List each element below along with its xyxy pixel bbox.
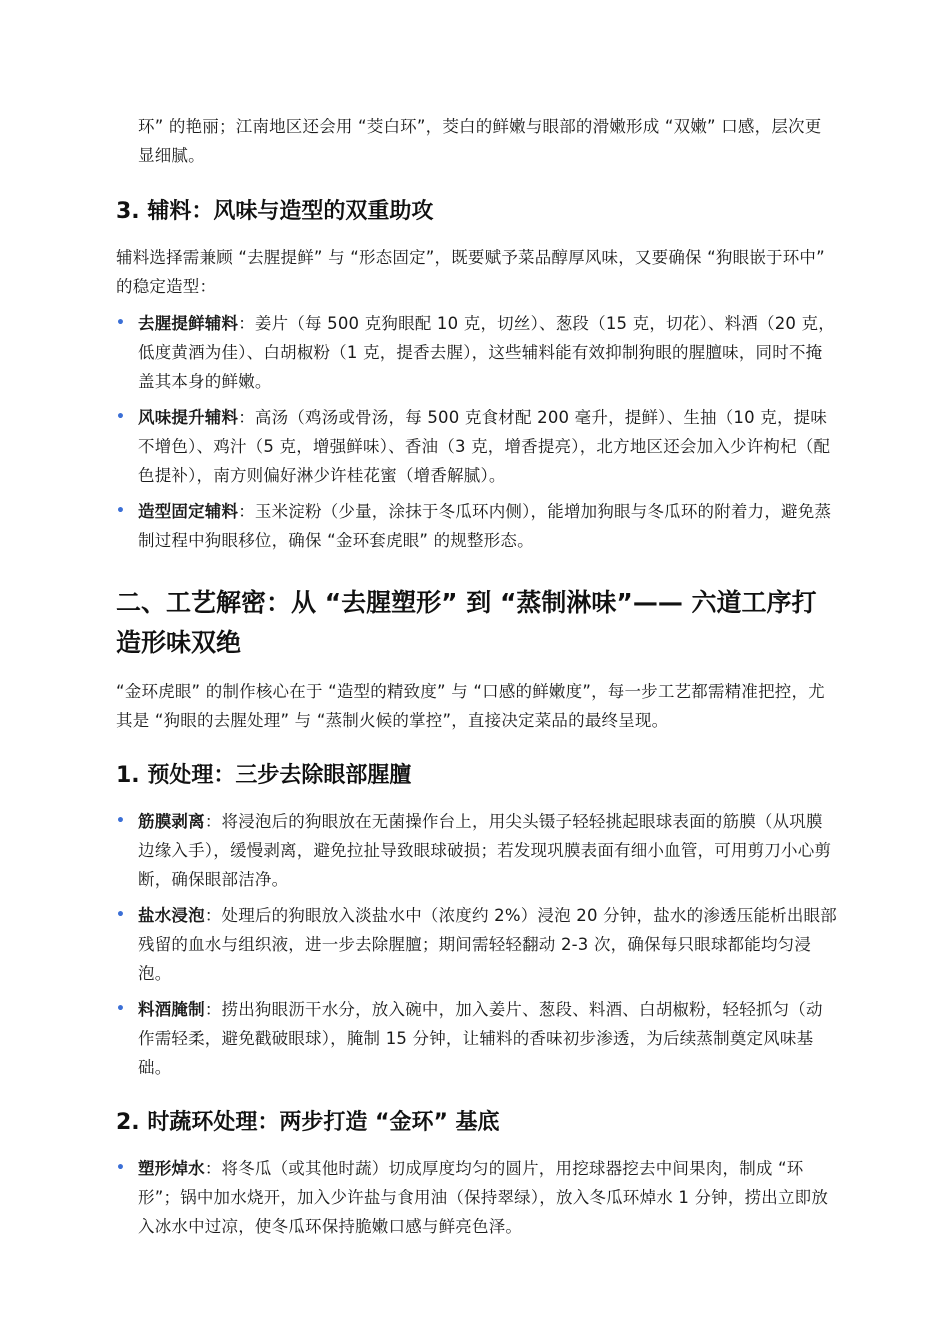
list-item (116, 995, 838, 1082)
document-content (116, 112, 838, 1241)
bullet-icon: • (116, 1001, 126, 1017)
list-item (116, 497, 838, 555)
section-heading-s2: 2. 时蔬环处理：两步打造 “金环” 基底 (116, 1110, 500, 1135)
item-lead: 风味提升辅料 (138, 408, 239, 427)
list-s1 (116, 807, 838, 1082)
continued-paragraph: 环” 的艳丽；江南地区还会用 “茭白环”，茭白的鲜嫩与眼部的滑嫩形成 “双嫩” 口感，层次更显细腻。 (138, 117, 822, 165)
list-item (116, 807, 838, 894)
bullet-icon: • (116, 1160, 126, 1176)
list-item (116, 1154, 838, 1241)
item-text: ：姜片（每 500 克狗眼配 10 克，切丝）、葱段（15 克，切花）、料酒（20 克，低度黄酒为佳）、白胡椒粉（1 克，提香去腥），这些辅料能有效抑制狗眼的腥膻味，同时不掩盖其本身的鲜嫩。 (138, 314, 835, 391)
item-lead: 盐水浸泡 (138, 906, 205, 925)
bullet-icon: • (116, 409, 126, 425)
item-text: ：将浸泡后的狗眼放在无菌操作台上，用尖头镊子轻轻挑起眼球表面的筋膜（从巩膜边缘入手），缓慢剥离，避免拉扯导致眼球破损；若发现巩膜表面有细小血管，可用剪刀小心剪断，确保眼部洁净。 (138, 812, 832, 889)
paragraph-s3-intro: 辅料选择需兼顾 “去腥提鲜” 与 “形态固定”，既要赋予菜品醇厚风味，又要确保 “狗眼嵌于环中” 的稳定造型： (116, 248, 825, 296)
item-text: ：玉米淀粉（少量，涂抹于冬瓜环内侧），能增加狗眼与冬瓜环的附着力，避免蒸制过程中狗眼移位，确保 “金环套虎眼” 的规整形态。 (138, 502, 832, 550)
item-lead: 造型固定辅料 (138, 502, 239, 521)
item-text: ：处理后的狗眼放入淡盐水中（浓度约 2%）浸泡 20 分钟，盐水的渗透压能析出眼部残留的血水与组织液，进一步去除腥膻；期间需轻轻翻动 2-3 次，确保每只眼球都能均匀浸泡。 (138, 906, 837, 983)
list-item (116, 901, 838, 988)
item-lead: 料酒腌制 (138, 1000, 205, 1019)
bullet-icon: • (116, 813, 126, 829)
list-item (116, 403, 838, 490)
section-heading-s3: 3. 辅料：风味与造型的双重助攻 (116, 199, 434, 224)
list-s2 (116, 1154, 838, 1241)
item-text: ：捞出狗眼沥干水分，放入碗中，加入姜片、葱段、料酒、白胡椒粉，轻轻抓匀（动作需轻柔，避免戳破眼球），腌制 15 分钟，让辅料的香味初步渗透，为后续蒸制奠定风味基础。 (138, 1000, 823, 1077)
list-s3 (116, 309, 838, 555)
paragraph-part2-intro: “金环虎眼” 的制作核心在于 “造型的精致度” 与 “口感的鲜嫩度”，每一步工艺都需精准把控，尤其是 “狗眼的去腥处理” 与 “蒸制火候的掌控”，直接决定菜品的最终呈现。 (116, 682, 825, 730)
item-lead: 筋膜剥离 (138, 812, 205, 831)
item-lead: 去腥提鲜辅料 (138, 314, 239, 333)
list-item (116, 309, 838, 396)
bullet-icon: • (116, 315, 126, 331)
item-text: ：将冬瓜（或其他时蔬）切成厚度均匀的圆片，用挖球器挖去中间果肉，制成 “环形”；锅中加水烧开，加入少许盐与食用油（保持翠绿），放入冬瓜环焯水 1 分钟，捞出立即放入冰水中过凉，使冬瓜环保持脆嫩口感与鲜亮色泽。 (138, 1159, 829, 1236)
bullet-icon: • (116, 907, 126, 923)
item-lead: 塑形焯水 (138, 1159, 205, 1178)
part-heading: 二、工艺解密：从 “去腥塑形” 到 “蒸制淋味”—— 六道工序打造形味双绝 (116, 588, 817, 657)
item-text: ：高汤（鸡汤或骨汤，每 500 克食材配 200 毫升，提鲜）、生抽（10 克，提味不增色）、鸡汁（5 克，增强鲜味）、香油（3 克，增香提亮），北方地区还会加入少许枸杞（配色提补），南方则偏好淋少许桂花蜜（增香解腻）。 (138, 408, 831, 485)
bullet-icon: • (116, 503, 126, 519)
section-heading-s1: 1. 预处理：三步去除眼部腥膻 (116, 763, 412, 788)
